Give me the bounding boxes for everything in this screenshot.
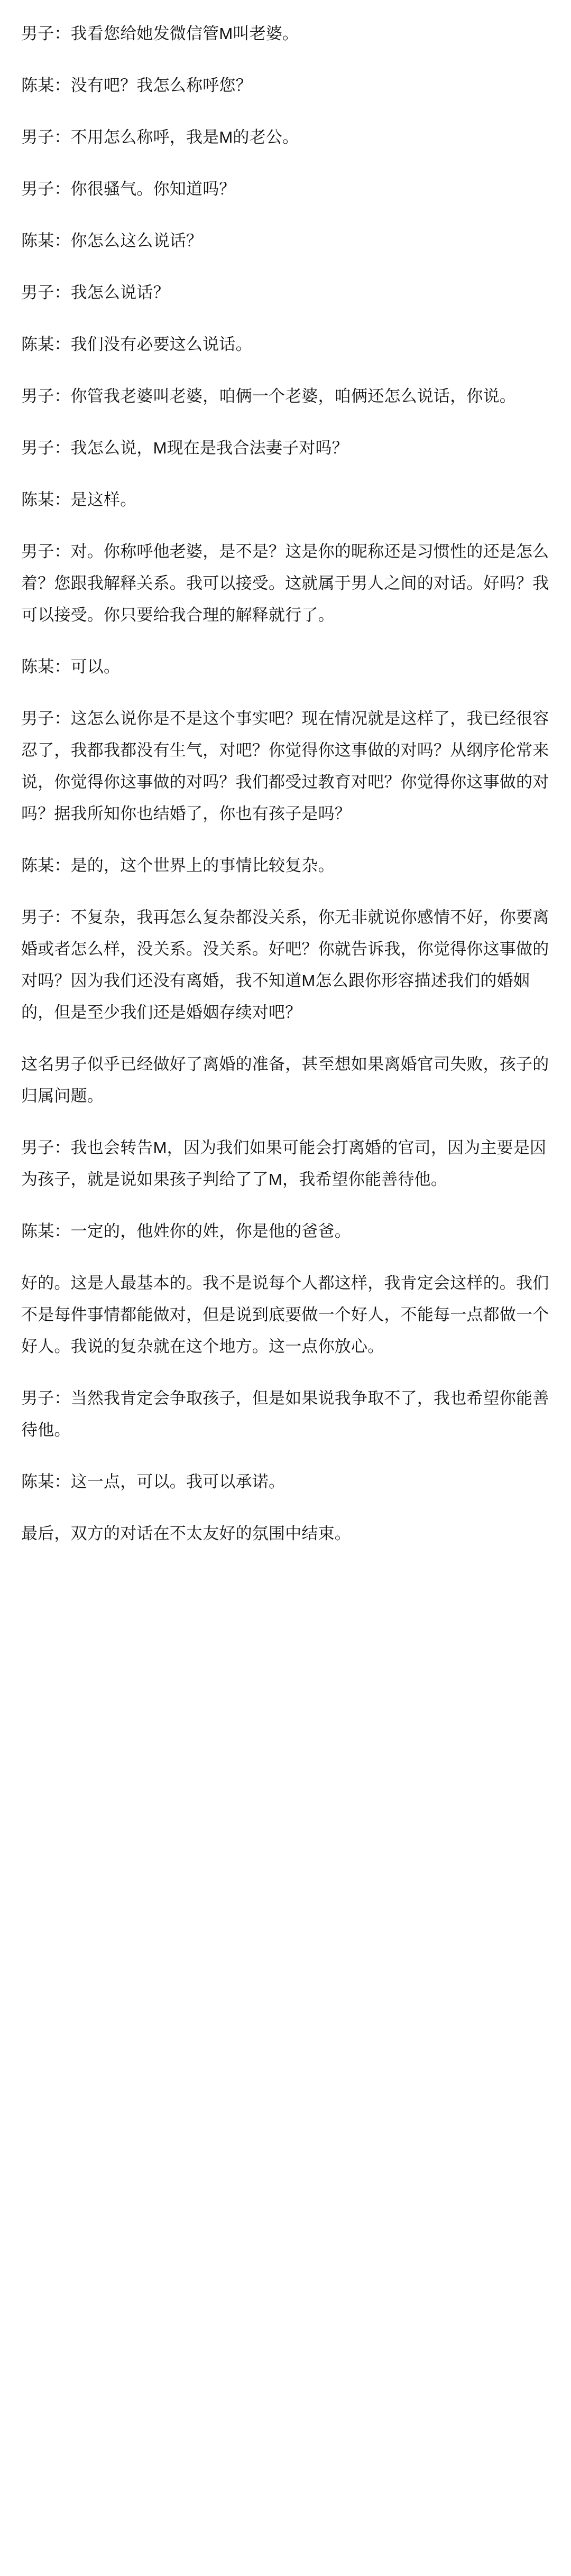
transcript-paragraph: 男子：不复杂，我再怎么复杂都没关系，你无非就说你感情不好，你要离婚或者怎么样，没关系。没关系。好吧？你就告诉我，你觉得你这事做的对吗？因为我们还没有离婚，我不知道M怎么跟你形容描述我们的婚姻的，但是至少我们还是婚姻存续对吧？ xyxy=(21,908,549,1022)
transcript-paragraph: 男子：你很骚气。你知道吗？ xyxy=(21,180,236,198)
transcript-paragraph: 陈某：一定的，他姓你的姓，你是他的爸爸。 xyxy=(21,1222,351,1240)
transcript-paragraph: 男子：当然我肯定会争取孩子，但是如果说我争取不了，我也希望你能善待他。 xyxy=(21,1389,549,1439)
transcript-paragraph: 陈某：可以。 xyxy=(21,657,121,676)
transcript-paragraph: 男子：对。你称呼他老婆，是不是？这是你的昵称还是习惯性的还是怎么着？您跟我解释关系。我可以接受。这就属于男人之间的对话。好吗？我可以接受。你只要给我合理的解释就行了。 xyxy=(21,542,549,624)
transcript-paragraph: 好的。这是人最基本的。我不是说每个人都这样，我肯定会这样的。我们不是每件事情都能做对，但是说到底要做一个好人，不能每一点都做一个好人。我说的复杂就在这个地方。这一点你放心。 xyxy=(21,1274,549,1356)
transcript-paragraph: 男子：我怎么说，M现在是我合法妻子对吗？ xyxy=(21,439,348,457)
closing-paragraph: 最后，双方的对话在不太友好的氛围中结束。 xyxy=(21,1524,351,1543)
transcript-paragraph: 男子：你管我老婆叫老婆，咱俩一个老婆，咱俩还怎么说话，你说。 xyxy=(21,387,516,405)
transcript-paragraph: 男子：不用怎么称呼，我是M的老公。 xyxy=(21,128,299,146)
transcript-paragraph: 男子：我怎么说话？ xyxy=(21,283,170,302)
transcript-body xyxy=(21,18,550,1550)
transcript-paragraph: 陈某：这一点，可以。我可以承诺。 xyxy=(21,1472,286,1491)
transcript-paragraph: 陈某：是的，这个世界上的事情比较复杂。 xyxy=(21,856,335,875)
narration-paragraph: 这名男子似乎已经做好了离婚的准备，甚至想如果离婚官司失败，孩子的归属问题。 xyxy=(21,1055,549,1105)
transcript-paragraph: 陈某：你怎么这么说话？ xyxy=(21,231,203,250)
transcript-paragraph: 男子：我看您给她发微信管M叫老婆。 xyxy=(21,24,299,43)
transcript-paragraph: 陈某：我们没有必要这么说话。 xyxy=(21,335,252,354)
transcript-paragraph: 陈某：没有吧？我怎么称呼您？ xyxy=(21,76,252,95)
transcript-paragraph: 男子：我也会转告M，因为我们如果可能会打离婚的官司，因为主要是因为孩子，就是说如果孩子判给了了M，我希望你能善待他。 xyxy=(21,1138,547,1189)
transcript-paragraph: 男子：这怎么说你是不是这个事实吧？现在情况就是这样了，我已经很容忍了，我都我都没有生气，对吧？你觉得你这事做的对吗？从纲序伦常来说，你觉得你这事做的对吗？我们都受过教育对吧？你觉得你这事做的对吗？据我所知你也结婚了，你也有孩子是吗？ xyxy=(21,709,549,823)
transcript-paragraph: 陈某：是这样。 xyxy=(21,490,137,509)
